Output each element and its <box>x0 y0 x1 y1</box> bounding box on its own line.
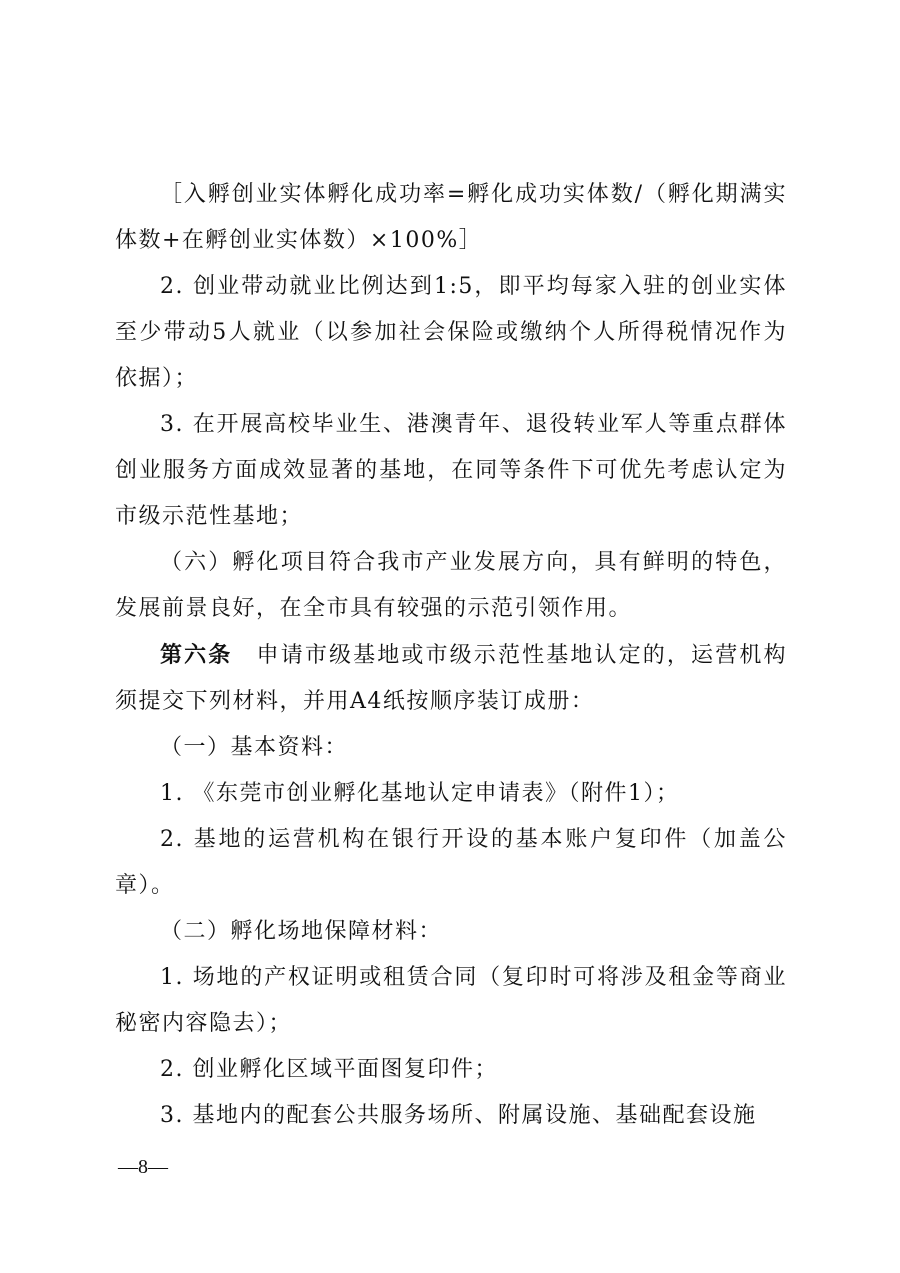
paragraph-text: 1. 《东莞市创业孵化基地认定申请表》（附件1）； <box>160 781 680 806</box>
document-body <box>115 172 787 1139</box>
paragraph-text: 2. 基地的运营机构在银行开设的基本账户复印件（加盖公章）。 <box>115 827 787 898</box>
list-item-floor-plan <box>115 1047 787 1093</box>
paragraph-text: （一）基本资料： <box>160 735 349 760</box>
paragraph-text: ［入孵创业实体孵化成功率=孵化成功实体数/（孵化期满实体数+在孵创业实体数）×100%］ <box>115 182 787 253</box>
paragraph-text: （二）孵化场地保障材料： <box>160 919 443 944</box>
paragraph-success-rate-formula <box>115 172 787 264</box>
paragraph-key-groups <box>115 402 787 540</box>
list-item-bank-account <box>115 817 787 909</box>
paragraph-article-six <box>115 632 787 725</box>
list-item-property-proof <box>115 955 787 1047</box>
paragraph-text: 3. 基地内的配套公共服务场所、附属设施、基础配套设施 <box>160 1103 757 1128</box>
paragraph-text: 2. 创业带动就业比例达到1:5，即平均每家入驻的创业实体至少带动5人就业（以参加社会保险或缴纳个人所得税情况作为依据）； <box>115 274 787 391</box>
paragraph-employment-ratio <box>115 264 787 402</box>
paragraph-text: 1. 场地的产权证明或租赁合同（复印时可将涉及租金等商业秘密内容隐去）； <box>115 965 787 1036</box>
section-heading-basic-info <box>115 725 787 771</box>
paragraph-text: （六）孵化项目符合我市产业发展方向，具有鲜明的特色，发展前景良好，在全市具有较强的示范引领作用。 <box>115 550 787 621</box>
paragraph-item-six <box>115 540 787 632</box>
paragraph-text: 3. 在开展高校毕业生、港澳青年、退役转业军人等重点群体创业服务方面成效显著的基地，在同等条件下可优先考虑认定为市级示范性基地； <box>115 412 787 529</box>
page-number: —8— <box>118 1156 168 1178</box>
article-heading: 第六条 <box>160 642 233 668</box>
section-heading-venue-materials <box>115 909 787 955</box>
list-item-facilities <box>115 1093 787 1139</box>
list-item-application-form <box>115 771 787 817</box>
paragraph-text: 申请市级基地或市级示范性基地认定的，运营机构须提交下列材料，并用A4纸按顺序装订成册： <box>115 643 787 714</box>
paragraph-text: 2. 创业孵化区域平面图复印件； <box>160 1057 498 1082</box>
